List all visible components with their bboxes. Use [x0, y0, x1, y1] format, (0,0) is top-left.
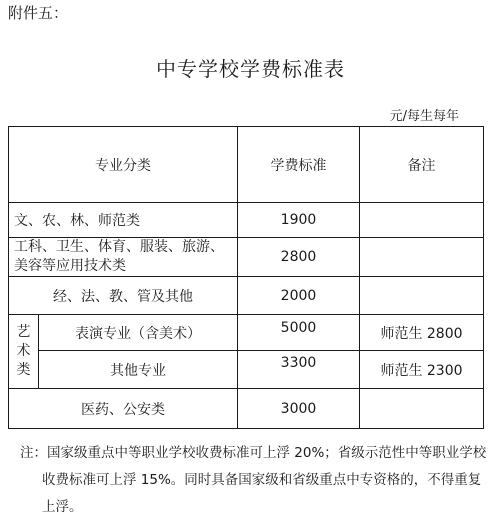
table-row	[9, 203, 484, 238]
row-fee: 5000	[238, 315, 360, 351]
fee-table	[8, 126, 484, 429]
table-row	[9, 277, 484, 315]
header-category: 专业分类	[9, 127, 238, 203]
row-remark	[360, 277, 484, 315]
header-fee: 学费标准	[238, 127, 360, 203]
table-row	[9, 389, 484, 429]
arts-group-cell	[9, 315, 39, 389]
unit-label: 元/每生每年	[389, 109, 459, 124]
row-fee: 1900	[238, 203, 360, 238]
table-header-row	[9, 127, 484, 203]
row-remark: 师范生 2800	[360, 315, 484, 351]
row-fee: 2800	[238, 238, 360, 277]
header-remark: 备注	[360, 127, 484, 203]
row-category: 医药、公安类	[9, 389, 238, 429]
table-row	[9, 351, 484, 389]
table-row	[9, 238, 484, 277]
row-remark	[360, 389, 484, 429]
row-fee: 2000	[238, 277, 360, 315]
table-row	[9, 315, 484, 351]
row-remark	[360, 203, 484, 238]
row-category: 表演专业（含美术）	[39, 315, 238, 351]
row-category: 文、农、林、师范类	[9, 203, 238, 238]
arts-group-label: 艺 术 类	[16, 324, 31, 378]
row-remark: 师范生 2300	[360, 351, 484, 389]
page-title: 中专学校学费标准表	[156, 57, 345, 81]
row-category: 工科、卫生、体育、服装、旅游、美容等应用技术类	[9, 238, 238, 277]
row-fee: 3000	[238, 389, 360, 429]
row-remark	[360, 238, 484, 277]
footnote-lead: 注：	[20, 445, 47, 461]
row-fee: 3300	[238, 351, 360, 389]
footnote-text: 国家级重点中等职业学校收费标准可上浮 20%；省级示范性中等职业学校收费标准可上浮 15%。同时具备国家级和省级重点中专资格的，不得重复上浮。	[42, 445, 487, 515]
attachment-label: 附件五：	[8, 4, 69, 22]
row-category: 其他专业	[39, 351, 238, 389]
footnote	[20, 440, 490, 521]
row-category: 经、法、教、管及其他	[9, 277, 238, 315]
